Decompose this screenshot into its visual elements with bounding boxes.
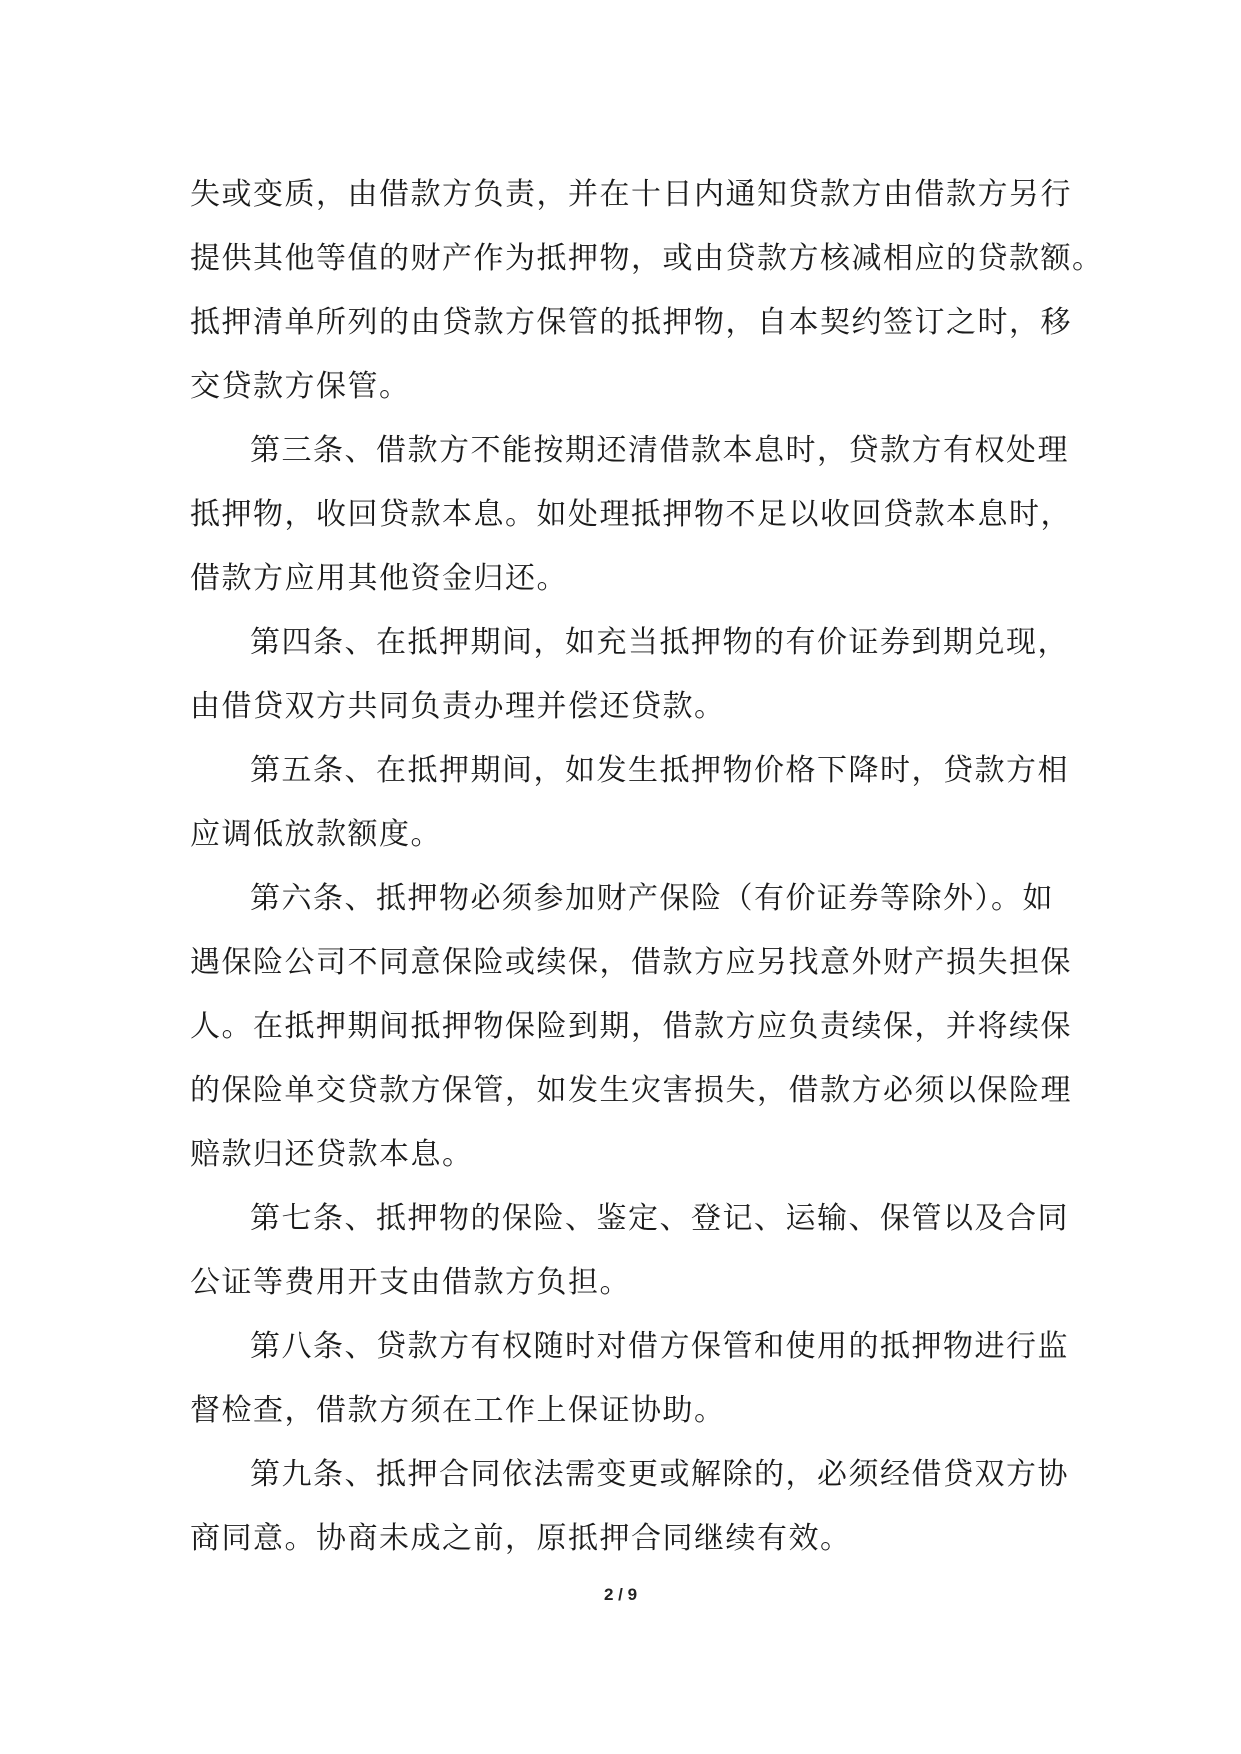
document-body: [190, 163, 1104, 1571]
text-line-13: 遇保险公司不同意保险或续保，借款方应另找意外财产损失担保: [190, 945, 1072, 980]
text-line-9: 由借贷双方共同负责办理并偿还贷款。: [190, 689, 726, 724]
text-line-2: 提供其他等值的财产作为抵押物，或由贷款方核减相应的贷款额。: [190, 241, 1104, 276]
text-line-6: 抵押物，收回贷款本息。如处理抵押物不足以收回贷款本息时，: [190, 497, 1072, 532]
text-line-15: 的保险单交贷款方保管，如发生灾害损失，借款方必须以保险理: [190, 1073, 1072, 1108]
text-line-7: 借款方应用其他资金归还。: [190, 561, 568, 596]
article-7-start: 第七条、抵押物的保险、鉴定、登记、运输、保管以及合同: [250, 1201, 1069, 1236]
article-4-start: 第四条、在抵押期间，如充当抵押物的有价证券到期兑现，: [250, 625, 1069, 660]
text-line-1: 失或变质，由借款方负责，并在十日内通知贷款方由借款方另行: [190, 177, 1072, 212]
article-8-start: 第八条、贷款方有权随时对借方保管和使用的抵押物进行监: [250, 1329, 1069, 1364]
text-line-11: 应调低放款额度。: [190, 817, 442, 852]
text-line-22: 商同意。协商未成之前，原抵押合同继续有效。: [190, 1521, 852, 1556]
text-line-4: 交贷款方保管。: [190, 369, 411, 404]
text-line-3: 抵押清单所列的由贷款方保管的抵押物，自本契约签订之时，移: [190, 305, 1072, 340]
article-3-start: 第三条、借款方不能按期还清借款本息时，贷款方有权处理: [250, 433, 1069, 468]
text-line-18: 公证等费用开支由借款方负担。: [190, 1265, 631, 1300]
page-number: 2 / 9: [603, 1585, 638, 1604]
article-9-start: 第九条、抵押合同依法需变更或解除的，必须经借贷双方协: [250, 1457, 1069, 1492]
text-line-16: 赔款归还贷款本息。: [190, 1137, 474, 1172]
article-6-start: 第六条、抵押物必须参加财产保险（有价证券等除外）。如: [250, 881, 1054, 916]
text-line-14: 人。在抵押期间抵押物保险到期，借款方应负责续保，并将续保: [190, 1009, 1072, 1044]
text-line-20: 督检查，借款方须在工作上保证协助。: [190, 1393, 726, 1428]
article-5-start: 第五条、在抵押期间，如发生抵押物价格下降时，贷款方相: [250, 753, 1069, 788]
